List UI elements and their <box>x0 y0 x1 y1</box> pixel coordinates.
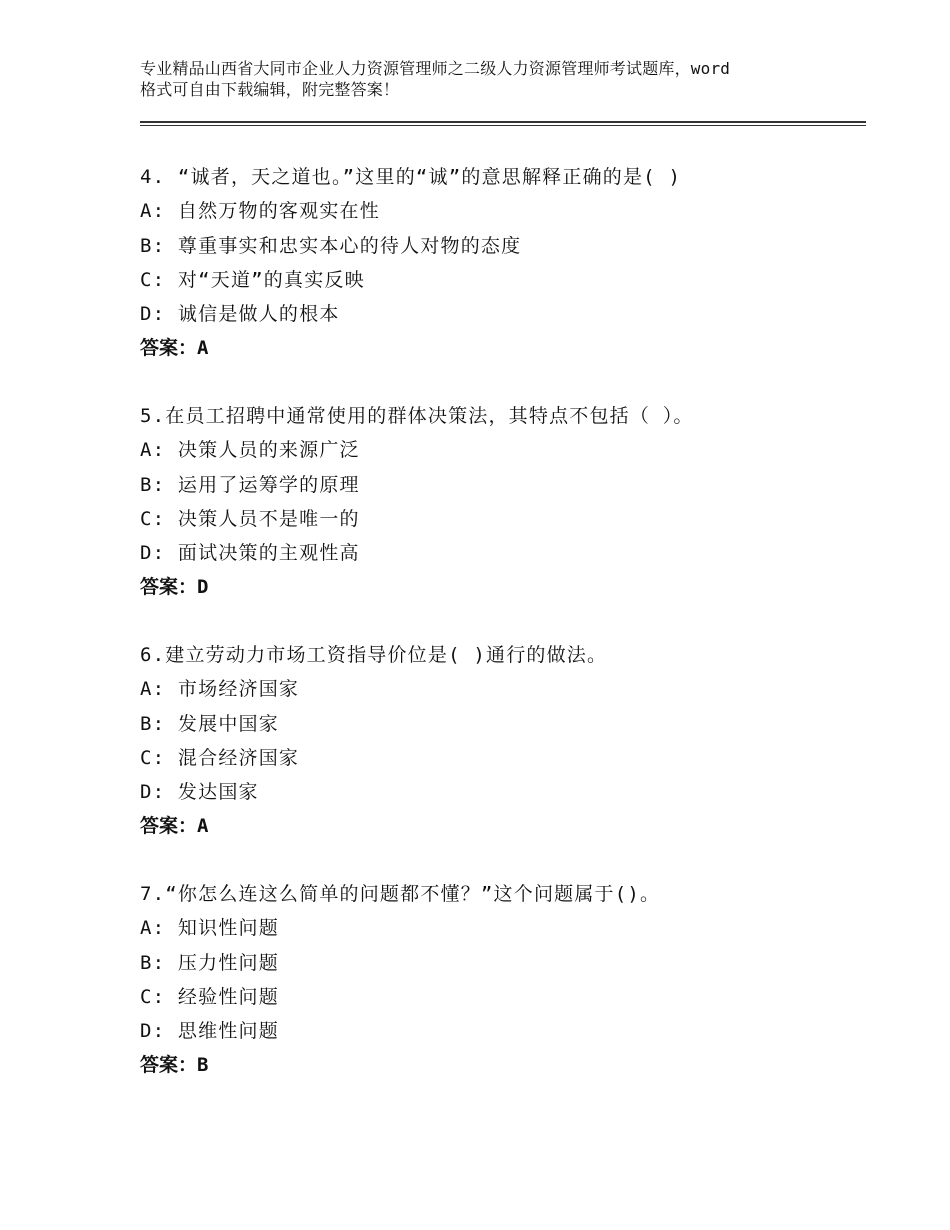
question-text: 7.“你怎么连这么简单的问题都不懂？”这个问题属于()。 <box>140 883 661 905</box>
header-title-line-2: 格式可自由下载编辑，附完整答案！ <box>140 80 400 99</box>
question-block <box>140 638 860 844</box>
option-c: C: 混合经济国家 <box>140 746 300 769</box>
question-block <box>140 877 860 1083</box>
question-text: 6.建立劳动力市场工资指导价位是( )通行的做法。 <box>140 644 608 666</box>
question-block <box>140 160 860 366</box>
answer-line <box>140 570 860 604</box>
answer-line <box>140 1048 860 1082</box>
header-divider-thick <box>140 121 866 123</box>
answer-value: A <box>197 815 209 838</box>
option-a: A: 自然万物的客观实在性 <box>140 200 380 223</box>
answer-value: D <box>197 576 209 599</box>
option-d: D: 发达国家 <box>140 781 259 804</box>
question-block <box>140 399 860 605</box>
answer-label: 答案： <box>140 1054 198 1077</box>
option-d: D: 面试决策的主观性高 <box>140 542 360 565</box>
option-a: A: 决策人员的来源广泛 <box>140 439 360 462</box>
option-a: A: 市场经济国家 <box>140 678 300 701</box>
header-divider-thin <box>140 125 866 126</box>
option-a: A: 知识性问题 <box>140 917 279 940</box>
answer-value: A <box>197 337 209 360</box>
option-b: B: 发展中国家 <box>140 712 279 735</box>
option-c: C: 对“天道”的真实反映 <box>140 268 365 291</box>
option-c: C: 经验性问题 <box>140 985 279 1008</box>
document-header <box>140 58 840 100</box>
option-d: D: 思维性问题 <box>140 1020 279 1043</box>
option-b: B: 尊重事实和忠实本心的待人对物的态度 <box>140 234 522 257</box>
option-b: B: 运用了运筹学的原理 <box>140 473 360 496</box>
answer-line <box>140 331 860 365</box>
answer-label: 答案： <box>140 815 198 838</box>
answer-line <box>140 809 860 843</box>
option-b: B: 压力性问题 <box>140 951 279 974</box>
question-text: 4. “诚者，天之道也。”这里的“诚”的意思解释正确的是( ) <box>140 166 682 188</box>
answer-value: B <box>197 1054 209 1077</box>
answer-label: 答案： <box>140 337 198 360</box>
option-d: D: 诚信是做人的根本 <box>140 303 340 326</box>
header-title-line-1: 专业精品山西省大同市企业人力资源管理师之二级人力资源管理师考试题库，word <box>140 59 731 78</box>
question-text: 5.在员工招聘中通常使用的群体决策法，其特点不包括（ ）。 <box>140 405 694 427</box>
answer-label: 答案： <box>140 576 198 599</box>
option-c: C: 决策人员不是唯一的 <box>140 507 360 530</box>
